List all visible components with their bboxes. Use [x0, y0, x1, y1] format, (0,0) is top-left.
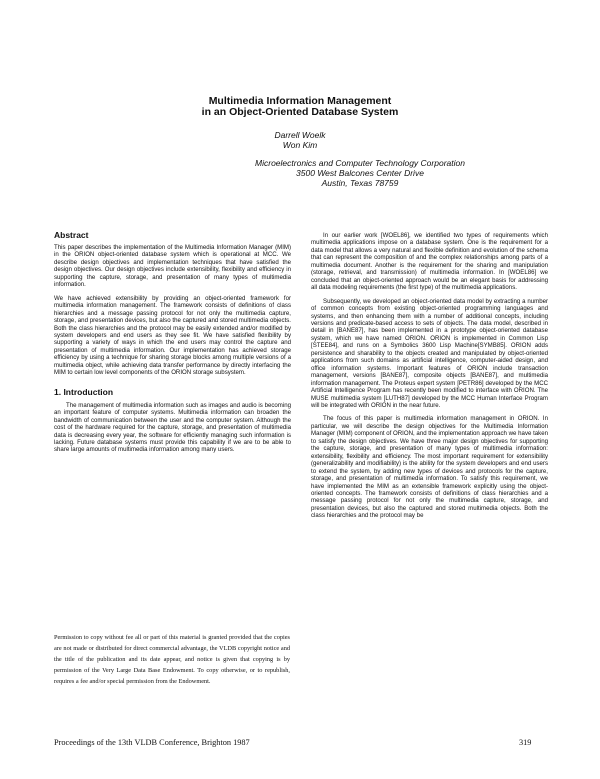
- author-woelk: Darrell Woelk: [274, 130, 326, 140]
- introduction-heading: 1. Introduction: [54, 386, 114, 397]
- author-kim: Won Kim: [282, 140, 318, 150]
- right-paragraph-1: In our earlier work [WOEL86], we identified two types of requirements which multimedia applications impose on a database system. One is the requirement for a data model that allows a very natural and flexible definition and evolution of the schema that can represent the composition of and the complex relationships among parts of a multimedia document. Another is the requirement for the sharing and manipulation (storage, retrieval, and transmission) of multimedia information. In [WOEL86] we concluded that an object-oriented approach would be an elegant basis for addressing all data modeling requirements (the first type) of the multimedia applications.: [311, 232, 548, 292]
- left-column: [54, 230, 291, 460]
- abstract-paragraph-1: This paper describes the implementation of the Multimedia Information Manager (MIM) in the ORION object-oriented database system which is operational at MCC. We describe design objectives and implementation techniques that have satisfied the design objectives. Our design objectives include extensibility, flexibility and efficiency in supporting the capture, storage, and presentation of many types of multimedia information.: [54, 244, 291, 289]
- abstract-heading: Abstract: [54, 230, 89, 240]
- right-column: [311, 232, 548, 526]
- right-paragraph-2: Subsequently, we developed an object-oriented data model by extracting a number of common concepts from existing object-oriented programming languages and systems, and then enhancing them with a number of additional concepts, including versions and predicate-based access to sets of objects. The data model, described in detail in [BANE87], has been implemented in a prototype object-oriented database system, which we have named ORION. ORION is implemented in Common Lisp [STEE84], and runs on a Symbolics 3600 Lisp Machine[SYMB85]. ORION adds persistence and sharability to the objects created and manipulated by object-oriented applications from such domains as artificial intelligence, computer-aided design, and office information systems. Important features of ORION include transaction management, versions [BANE87], composite objects [BANE87], and multimedia information management. The Proteus expert system [PETR86] developed by the MCC Artificial Intelligence Program has recently been modified to interface with ORION. The MUSE multimedia system [LUTH87] developed by the MCC Human Interface Program will be integrated with ORION in the near future.: [311, 297, 548, 409]
- right-paragraph-3: The focus of this paper is multimedia information management in ORION. In particular, we will describe the design objectives for the Multimedia Information Manager (MIM) component of ORION, and the implementation approach we have taken to satisfy the design objectives. We have three major design objectives for supporting the capture, storage, and presentation of many types of multimedia information: extensibility, flexibility and efficiency. The most important requirement for extensibility (generalizability and modifiability) is the ability for the system developers and end users to extend the system, by adding new types of devices and protocols for the capture, storage, and presentation of multimedia information. To satisfy this requirement, we have implemented the MIM as an extensible framework explicitly using the object-oriented concepts. The framework consists of definitions of class hierarchies and a message passing protocol for not only the multimedia capture, storage, and presentation devices, but also the captured and stored multimedia objects. Both the class hierarchies and the protocol may be: [311, 415, 548, 520]
- paper-title-line-2: in an Object-Oriented Database System: [201, 106, 399, 118]
- affiliation-org: Microelectronics and Computer Technology Corporation: [255, 158, 465, 168]
- abstract-paragraph-2: We have achieved extensibility by providing an object-oriented framework for multimedia information management. The framework consists of definitions of class hierarchies and a message passing protocol for not only the multimedia capture, storage, and presentation devices, but also the captured and stored multimedia objects. Both the class hierarchies and the protocol may be easily extended and/or modified by system developers and end users as they see fit. We have satisfied flexibility by supporting a variety of ways in which the end users may control the capture and presentation of multimedia information. Our implementation has achieved storage efficiency by using a technique for sharing storage blocks among multiple versions of a multimedia object, while achieving data transfer performance by directly interfacing the MIM to certain low level components of the ORION storage subsystem.: [54, 294, 291, 377]
- paper-title-line-1: Multimedia Information Management: [208, 95, 392, 107]
- affiliation-street: 3500 West Balcones Center Drive: [296, 168, 424, 178]
- page-number: 319: [519, 738, 532, 747]
- copyright-permission-notice: Permission to copy without fee all or part of this material is granted provided that the copies are not made or distributed for direct commercial advantage, the VLDB copyright notice and the title of the publication and its date appear, and notice is given that copying is by permission of the Very Large Data Base Endowment. To copy otherwise, or to republish, requires a fee and/or special permission from the Endowment.: [54, 634, 290, 685]
- introduction-paragraph-1: The management of multimedia information such as images and audio is becoming an important feature of computer systems. Multimedia information can broaden the bandwidth of communication between the user and the computer system. Although the cost of the hardware required for the capture, storage, and presentation of multimedia data is decreasing every year, the software for efficiently managing such information is lacking. Future database systems must provide this capability if we are to be able to share large amounts of multimedia information among many users.: [54, 401, 291, 454]
- affiliation-city: Austin, Texas 78759: [321, 178, 399, 188]
- proceedings-footer: Proceedings of the 13th VLDB Conference, Brighton 1987: [54, 738, 250, 747]
